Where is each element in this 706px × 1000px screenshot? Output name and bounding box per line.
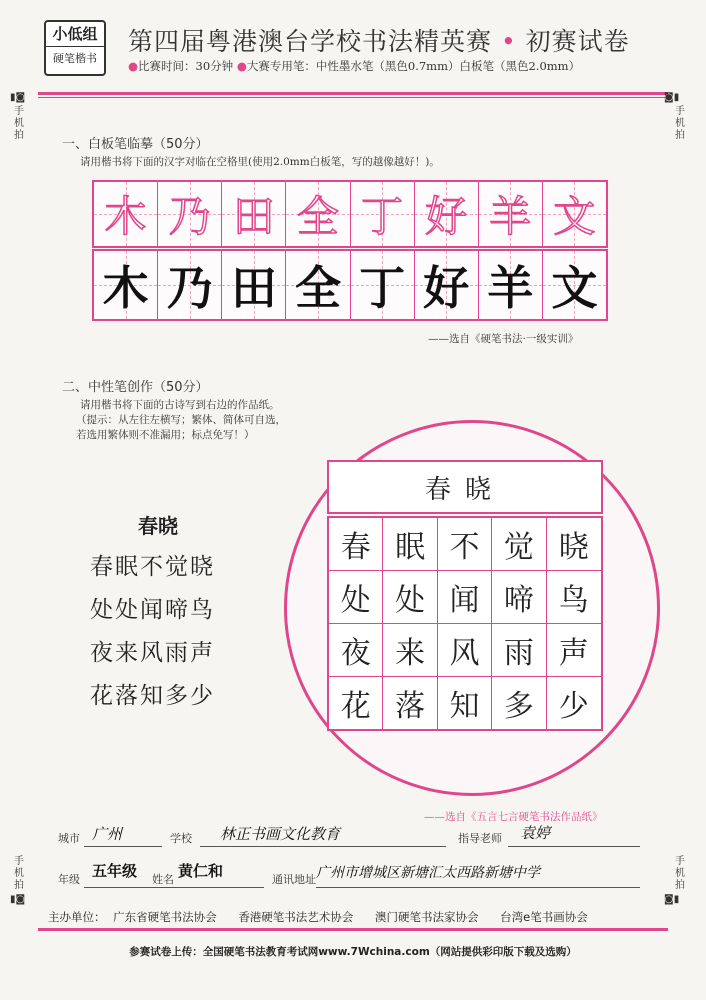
section2-source: ——选自《五言七言硬笔书法作品纸》	[424, 811, 603, 823]
work-cell: 春	[329, 518, 383, 571]
trace-cell	[158, 182, 222, 246]
side-label-left-top: 手机拍	[14, 106, 24, 141]
copy-cell	[351, 251, 415, 319]
school-label: 学校	[170, 832, 192, 845]
copy-char: 全	[294, 261, 341, 315]
section2-desc3: 若选用繁体则不准漏用；标点免写！）	[76, 429, 255, 441]
trace-char: 丁	[361, 192, 404, 241]
poem-line: 春眠不觉晓	[90, 554, 215, 580]
trace-char: 田	[232, 192, 275, 241]
footer-divider	[38, 928, 668, 931]
copy-char: 木	[102, 261, 149, 315]
work-cell: 多	[492, 677, 546, 729]
grade-label: 年级	[58, 873, 80, 886]
work-cell: 风	[438, 624, 492, 677]
address-value: 广州市增城区新塘汇太西路新塘中学	[316, 865, 540, 881]
work-cell: 眠	[383, 518, 437, 571]
work-cell: 夜	[329, 624, 383, 677]
side-label-right-bottom: 手机拍	[675, 856, 685, 891]
exam-pens: 大赛专用笔：中性墨水笔（黑色0.7mm）白板笔（黑色2.0mm）	[246, 59, 581, 73]
copy-cell	[479, 251, 543, 319]
copy-char: 羊	[487, 261, 534, 315]
header-divider	[38, 92, 668, 95]
trace-grid	[92, 180, 608, 248]
group-badge	[44, 20, 106, 76]
city-underline	[84, 846, 162, 847]
section2-desc2: （提示：从左往左横写；繁体、简体可自选，	[76, 414, 286, 426]
footer-text: 参赛试卷上传：全国硬笔书法教育考试网www.7Wchina.com（网站提供彩印版下载及选购）	[129, 946, 577, 958]
organizer-item: 香港硬笔书法艺术协会	[238, 910, 354, 924]
copy-grid	[92, 249, 608, 321]
side-label-right-top: 手机拍	[675, 106, 685, 141]
exam-time: 比赛时间：30分钟	[138, 59, 234, 73]
camera-icon-left-bottom: ▮◙	[10, 894, 26, 905]
copy-cell	[286, 251, 350, 319]
work-cell: 落	[383, 677, 437, 729]
work-title-box	[327, 460, 603, 514]
address-underline	[316, 887, 640, 888]
page-title	[128, 22, 630, 58]
poem-line: 处处闻啼鸟	[90, 597, 215, 623]
work-cell: 来	[383, 624, 437, 677]
poem-title: 春晓	[138, 514, 178, 538]
trace-char: 木	[104, 192, 147, 241]
section1-desc: 请用楷书将下面的汉字对临在空格里(使用2.0mm白板笔，写的越像越好！)。	[80, 156, 440, 168]
camera-icon-left-top: ▮◙	[10, 92, 26, 103]
name-label: 姓名	[152, 873, 174, 886]
copy-char: 田	[230, 261, 277, 315]
school-value: 林正书画文化教育	[220, 825, 341, 843]
work-cell: 觉	[492, 518, 546, 571]
trace-cell	[351, 182, 415, 246]
work-cell: 知	[438, 677, 492, 729]
badge-style: 硬笔楷书	[53, 52, 97, 65]
organizers	[48, 909, 606, 925]
organizer-item: 澳门硬笔书法家协会	[374, 910, 479, 924]
work-cell: 闻	[438, 571, 492, 624]
copy-cell	[415, 251, 479, 319]
trace-char: 好	[425, 192, 468, 241]
exam-info: ●比赛时间：30分钟 ●大赛专用笔：中性墨水笔（黑色0.7mm）白板笔（黑色2.0mm）	[128, 59, 581, 73]
header-divider-thin	[38, 97, 668, 98]
work-cell: 少	[558, 689, 589, 724]
city-label: 城市	[58, 832, 80, 845]
city-value: 广州	[92, 825, 123, 843]
trace-cell	[222, 182, 286, 246]
copy-char: 丁	[359, 261, 406, 315]
organizer-item: 台湾e笔书画协会	[500, 910, 588, 924]
work-cell: 晓	[547, 518, 601, 571]
poem-line: 夜来风雨声	[90, 640, 215, 666]
school-underline	[200, 846, 446, 847]
work-cell: 雨	[492, 624, 546, 677]
work-cell: 不	[438, 518, 492, 571]
teacher-underline	[508, 846, 640, 847]
camera-icon-right-top: ◙▮	[664, 92, 680, 103]
badge-group: 小低组	[46, 22, 104, 47]
work-grid	[327, 516, 603, 731]
copy-cell	[94, 251, 158, 319]
address-label: 通讯地址	[272, 873, 316, 886]
grade-name-underline	[84, 887, 264, 888]
trace-cell	[94, 182, 158, 246]
section2-desc1: 请用楷书将下面的古诗写到右边的作品纸。	[80, 399, 280, 411]
grade-value: 五年级	[92, 862, 138, 880]
title-main: 第四届粤港澳台学校书法精英赛	[128, 27, 493, 56]
teacher-label: 指导老师	[458, 832, 502, 845]
trace-char: 文	[553, 192, 596, 241]
section1-source: ——选自《硬笔书法·一级实训》	[428, 333, 579, 345]
camera-icon-right-bottom: ◙▮	[664, 894, 680, 905]
trace-char: 乃	[168, 192, 211, 241]
trace-char: 羊	[489, 192, 532, 241]
copy-char: 乃	[166, 261, 213, 315]
trace-cell	[479, 182, 543, 246]
section2-heading: 二、中性笔创作（50分）	[62, 380, 209, 395]
copy-char: 好	[423, 261, 470, 315]
copy-char: 文	[551, 261, 598, 315]
copy-cell	[222, 251, 286, 319]
section1-heading: 一、白板笔临摹（50分）	[62, 137, 209, 152]
work-cell: 啼	[492, 571, 546, 624]
side-label-left-bottom: 手机拍	[14, 856, 24, 891]
trace-cell	[415, 182, 479, 246]
trace-cell	[286, 182, 350, 246]
teacher-value: 袁婷	[520, 824, 551, 842]
copy-cell	[543, 251, 606, 319]
copy-cell	[158, 251, 222, 319]
trace-cell	[543, 182, 606, 246]
work-cell: 处	[383, 571, 437, 624]
work-cell: 花	[329, 677, 383, 729]
organizers-label: 主办单位：	[48, 910, 106, 924]
work-cell: 处	[329, 571, 383, 624]
title-dot: •	[500, 27, 517, 56]
work-cell: 声	[547, 624, 601, 677]
trace-char: 全	[296, 192, 339, 241]
title-suffix: 初赛试卷	[525, 27, 630, 56]
work-cell: 鸟	[547, 571, 601, 624]
organizer-item: 广东省硬笔书法协会	[113, 910, 217, 924]
work-title: 春晓	[424, 474, 505, 505]
name-value: 黄仁和	[178, 862, 224, 880]
poem-line: 花落知多少	[90, 683, 215, 709]
